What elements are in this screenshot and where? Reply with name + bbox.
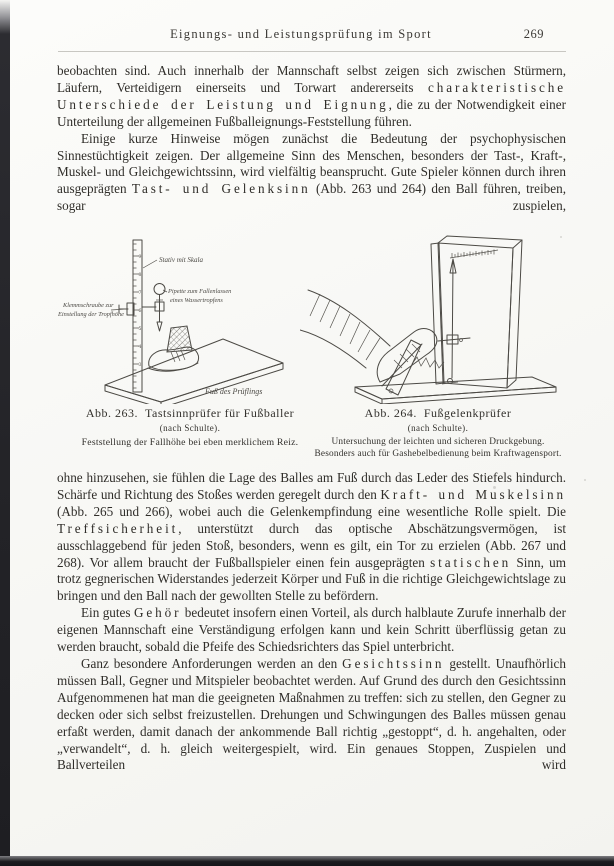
page-number: 269 bbox=[523, 27, 544, 41]
label-pipette-line2: eines Wassertropfens bbox=[170, 297, 223, 304]
text-run: gestellt. Unaufhörlich müssen Ball, Gegner und Mitspieler beobachtet werden. Auf Grund des durch den Gesichtssinn Aufgenommenen hat man die geeigneten Maßnahmen zu treffen: sich zu stellen, den Gegner zu decken oder sich selbst freizustellen. Drehungen und Schwingungen des Balles müssen genau erfaßt werden, damit danach der ankommende Ball richtig „gestoppt“, d. h. angehalten, oder „verwandelt“, d. h. gleich weitergespielt, wird. Ein genaues Stoppen, Zuspielen und Ballverteilen wird bbox=[57, 655, 566, 773]
label-clamp-line1: Klemmschraube zur bbox=[63, 302, 114, 309]
scan-edge-left bbox=[0, 0, 10, 866]
figure-264-number: Abb. 264. bbox=[364, 406, 417, 420]
ruler-number: 5 bbox=[138, 327, 142, 332]
figure-264 bbox=[300, 232, 572, 404]
paragraph bbox=[57, 470, 566, 605]
ruler-number: 8 bbox=[138, 273, 142, 278]
figure-264-note: Untersuchung der leichten und sicheren Druckgebung. Besonders auch für Gashebelbedienung beim Kraftwagensport. bbox=[314, 437, 562, 459]
figure-264-credit: (nach Schulte). bbox=[407, 423, 469, 433]
text-run: , die zu der Notwendigkeit einer Unterteilung der allgemeinen Fußballeignungs-Feststellung führen. bbox=[57, 96, 566, 129]
text-run: (Abb. 263 und 264) den Ball führen, treiben, sogar zuspielen, bbox=[57, 181, 567, 214]
ruler-number: 3 bbox=[138, 363, 142, 368]
ruler-stand bbox=[133, 240, 142, 392]
text-run: (Abb. 265 und 266), wobei auch die Gelenkempfindung eine wesentliche Rolle spielt. Die bbox=[57, 503, 566, 519]
paragraph bbox=[57, 656, 566, 774]
text-run: bedeutet insofern einen Vorteil, als durch halblaute Zurufe innerhalb der eigenen Mannschaft eine Verständigung erfolgen kann und kein Schritt überflüssig getan zu werden braucht, sobald die Pfeife des Schiedsrichters das Spiel unterbricht. bbox=[57, 605, 566, 655]
label-pipette-line1: Pipette zum Fallenlassen bbox=[168, 288, 232, 295]
text-block-bottom bbox=[57, 470, 566, 774]
ruler-number: 7 bbox=[138, 291, 142, 296]
page-header bbox=[58, 27, 544, 45]
text-run: Sinn, um trotz gegnerischen Widerstandes jederzeit Körper und Fuß in die richtige Gleichgewichtslage zu bringen und den Ball nach der gewollten Stelle zu befördern. bbox=[57, 554, 566, 604]
figure-263-title: Tastsinnprüfer für Fußballer bbox=[145, 406, 295, 420]
figure-264-title: Fußgelenkprüfer bbox=[423, 406, 512, 420]
scan-edge-bottom bbox=[0, 856, 614, 866]
pedal bbox=[386, 340, 421, 395]
emphasized-text-run: charakteristische Unterschiede der Leistung und Eignung bbox=[57, 79, 566, 112]
emphasized-text-run: Gesichtssinn bbox=[342, 655, 445, 671]
ruler-number: 4 bbox=[138, 345, 142, 350]
figure-263-labels bbox=[57, 256, 262, 396]
emphasized-text-run: Tast- und Gelenksinn bbox=[131, 181, 311, 197]
figure-263-number: Abb. 263. bbox=[85, 406, 139, 420]
label-foot: Fuß des Prüflings bbox=[205, 387, 263, 396]
caption-263-line1 bbox=[40, 406, 340, 421]
text-run: ohne hinzusehen, sie fühlen die Lage des Balles am Fuß durch das Leder des Stiefels hindurch. Schärfe und Richtung des Stoßes werden geregelt durch den bbox=[57, 470, 566, 502]
text-run: Einige kurze Hinweise mögen zunächst die Bedeutung der psychophysischen Sinnestüchtigkeit zeigen. Der allgemeine Sinn des Menschen, besonders der Tast-, Kraft-, Muskel- und Gleichgewichtssinn, wird vielfältig beansprucht. Gute Spieler können durch ihren ausgeprägten bbox=[57, 130, 566, 197]
text-run: Ganz besondere Anforderungen werden an den bbox=[81, 655, 343, 671]
emphasized-text-run: Gehör bbox=[133, 605, 182, 621]
text-run: beobachten sind. Auch innerhalb der Mannschaft selbst zeigen sich zwischen Stürmern, Läufern, Verteidigern einerseits und Torwart andererseits bbox=[57, 63, 566, 95]
scale-markings bbox=[450, 250, 498, 259]
figure-263 bbox=[55, 232, 327, 404]
boot bbox=[377, 329, 437, 386]
ruler-number: 6 bbox=[138, 309, 142, 314]
figure-263-note: Feststellung der Fallhöhe bei eben merklichem Reiz. bbox=[81, 437, 299, 448]
header-rule bbox=[58, 51, 566, 52]
ruler-number: 9 bbox=[138, 255, 142, 260]
emphasized-text-run: statischen bbox=[430, 554, 512, 570]
text-run: Ein gutes bbox=[81, 605, 134, 621]
leg-sock bbox=[300, 290, 390, 368]
paragraph bbox=[57, 605, 566, 656]
emphasized-text-run: Treffsicherheit bbox=[57, 520, 179, 536]
text-run: , unterstützt durch das optische Abschätzungsvermögen, ist ausschlaggebend für jeden Stoß, besonders, wenn es gilt, ein Tor zu erzielen (Abb. 267 und 268). Vor allem braucht der Fußballspieler einen fein ausgeprägten bbox=[57, 520, 566, 570]
figure-264-drawing bbox=[300, 232, 572, 404]
paragraph bbox=[57, 131, 566, 216]
paragraph bbox=[57, 63, 566, 131]
scan-speck bbox=[584, 479, 586, 481]
label-clamp-line2: Einstellung der Tropfhöhe bbox=[58, 311, 124, 318]
upright-board bbox=[431, 236, 522, 388]
base-plate bbox=[355, 377, 556, 404]
text-block-top bbox=[57, 63, 566, 215]
caption-264-line1 bbox=[312, 406, 564, 421]
caption-264 bbox=[312, 406, 564, 460]
caption-263 bbox=[40, 406, 340, 449]
figure-263-drawing bbox=[55, 232, 327, 404]
emphasized-text-run: Kraft- und Muskelsinn bbox=[380, 486, 566, 502]
running-title: Eignungs- und Leistungsprüfung im Sport bbox=[170, 27, 432, 41]
label-stand: Stativ mit Skala bbox=[159, 256, 203, 264]
figure-263-credit: (nach Schulte). bbox=[159, 423, 221, 433]
